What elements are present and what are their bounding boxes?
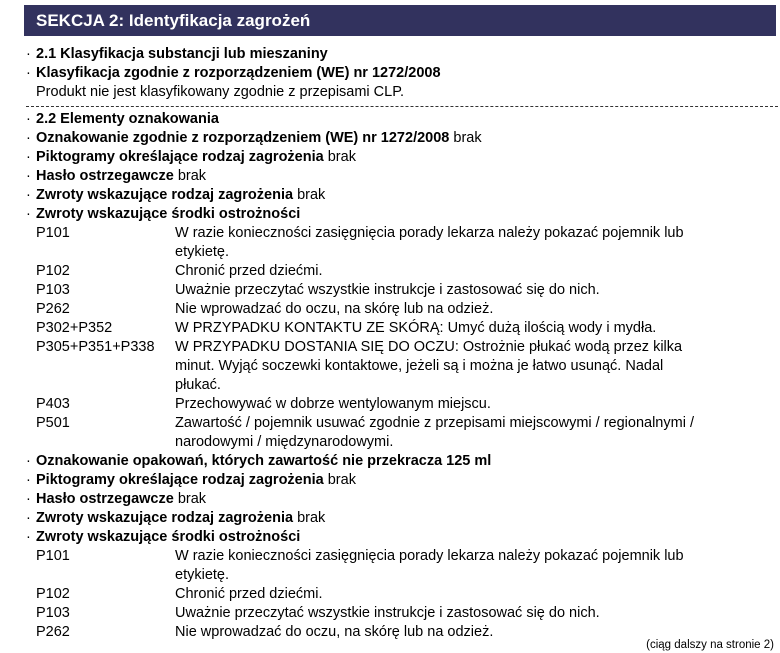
field-label: Piktogramy określające rodzaj zagrożenia [36,472,324,488]
precaution-code: P102 [36,263,70,279]
precaution-text: płukać. [175,377,221,393]
classification-regulation: · Klasyfikacja zgodnie z rozporządzeniem (WE) nr 1272/2008 [26,65,441,81]
precaution-row [26,243,778,262]
bullet: · [26,510,31,526]
pictograms-row [26,471,778,490]
precaution-code: P262 [36,301,70,317]
precautionary-heading: · Zwroty wskazujące środki ostrożności [26,206,301,222]
precaution-text: Uważnie przeczytać wszystkie instrukcje i zastosować się do nich. [175,605,600,621]
precaution-text: Chronić przed dziećmi. [175,263,323,279]
field-value: brak [297,187,326,203]
field-label: Oznakowanie zgodnie z rozporządzeniem (WE) nr 1272/2008 [36,130,450,146]
precaution-text: W razie konieczności zasięgnięcia porady lekarza należy pokazać pojemnik lub [175,225,684,241]
field-label: Hasło ostrzegawcze [36,168,174,184]
bullet: · [26,130,31,146]
precaution-code: P305+P351+P338 [36,339,155,355]
precaution-row [26,566,778,585]
field-value: brak [297,510,326,526]
precautionary-heading: · Zwroty wskazujące środki ostrożności [26,529,301,545]
subsection-heading: · 2.2 Elementy oznakowania [26,111,219,127]
precaution-row [26,319,778,338]
precaution-code: P403 [36,396,70,412]
precaution-text: Nie wprowadzać do oczu, na skórę lub na odzież. [175,301,494,317]
bullet: · [26,149,31,165]
precaution-row [26,357,778,376]
bullet: · [26,46,31,62]
precaution-row [26,224,778,243]
bullet: · [26,111,31,127]
bullet: · [26,472,31,488]
continuation-note: (ciąg dalszy na stronie 2) [646,639,774,651]
precaution-row [26,547,778,566]
precaution-code: P501 [36,415,70,431]
precaution-row [26,395,778,414]
precaution-text: Chronić przed dziećmi. [175,586,323,602]
field-label: Hasło ostrzegawcze [36,491,174,507]
precaution-text: W razie konieczności zasięgnięcia porady lekarza należy pokazać pojemnik lub [175,548,684,564]
field-label: Zwroty wskazujące rodzaj zagrożenia [36,510,294,526]
precaution-list [26,547,778,642]
bullet: · [26,491,31,507]
precaution-row [26,338,778,357]
precaution-code: P103 [36,282,70,298]
section-header [24,5,776,36]
field-value: brak [177,491,207,507]
bullet: · [26,65,31,81]
precaution-text: narodowymi / międzynarodowymi. [175,434,394,450]
bullet: · [26,187,31,203]
precaution-code: P101 [36,225,70,241]
bullet: · [26,168,31,184]
hazard-statements-row [26,186,778,205]
precaution-text: Przechowywać w dobrze wentylowanym miejscu. [175,396,491,412]
precaution-code: P262 [36,624,70,640]
precaution-text: etykietę. [175,567,229,583]
precaution-row [26,414,778,433]
hazard-statements-row [26,509,778,528]
bullet: · [26,529,31,545]
section-content [26,45,778,642]
precaution-code: P302+P352 [36,320,113,336]
precaution-code: P101 [36,548,70,564]
field-value: brak [327,472,356,488]
precaution-row [26,585,778,604]
field-label: Piktogramy określające rodzaj zagrożenia [36,149,324,165]
precaution-row [26,281,778,300]
labelling-row [26,129,778,148]
precaution-text: W PRZYPADKU DOSTANIA SIĘ DO OCZU: Ostrożnie płukać wodą przez kilka [175,339,683,355]
field-value: brak [453,130,482,146]
precaution-row [26,604,778,623]
precaution-text: etykietę. [175,244,229,260]
precaution-code: P102 [36,586,70,602]
field-value: brak [177,168,207,184]
precaution-code: P103 [36,605,70,621]
dashed-separator [26,106,778,107]
pictograms-row [26,148,778,167]
precaution-text: Uważnie przeczytać wszystkie instrukcje i zastosować się do nich. [175,282,600,298]
bullet: · [26,453,31,469]
precaution-row [26,300,778,319]
field-value: brak [327,149,356,165]
precaution-list [26,224,778,452]
precaution-row [26,433,778,452]
field-label: Zwroty wskazujące rodzaj zagrożenia [36,187,294,203]
precaution-row [26,376,778,395]
bullet: · [26,206,31,222]
precaution-text: Nie wprowadzać do oczu, na skórę lub na odzież. [175,624,494,640]
classification-note: Produkt nie jest klasyfikowany zgodnie z przepisami CLP. [36,84,405,100]
small-pack-heading: · Oznakowanie opakowań, których zawartość nie przekracza 125 ml [26,453,492,469]
precaution-text: minut. Wyjąć soczewki kontaktowe, jeżeli są i można je łatwo usunąć. Nadal [175,358,664,374]
section-title: SEKCJA 2: Identyfikacja zagrożeń [36,11,311,30]
precaution-text: W PRZYPADKU KONTAKTU ZE SKÓRĄ: Umyć dużą ilością wody i mydła. [175,320,657,336]
precaution-row [26,262,778,281]
signal-word-row [26,167,778,186]
precaution-text: Zawartość / pojemnik usuwać zgodnie z przepisami miejscowymi / regionalnymi / [175,415,694,431]
signal-word-row [26,490,778,509]
subsection-heading: · 2.1 Klasyfikacja substancji lub mieszaniny [26,46,328,62]
